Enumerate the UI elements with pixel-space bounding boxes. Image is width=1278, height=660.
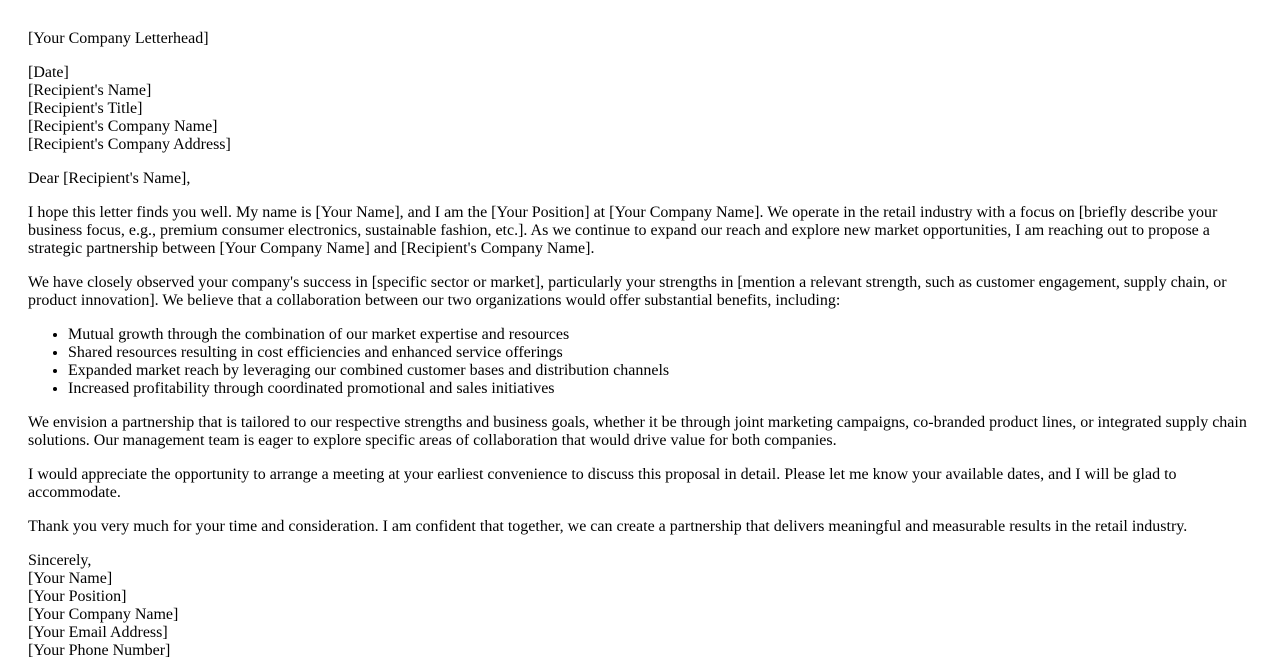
vision-paragraph: We envision a partnership that is tailored to our respective strengths and business goals, whether it be through joint marketing campaigns, co-branded product lines, or integrated supply chain solutions. Our management team is eager to explore specific areas of collaboration that would drive value for both companies.	[28, 414, 1247, 449]
sender-name-line: [Your Name]	[28, 570, 113, 587]
sender-phone-line: [Your Phone Number]	[28, 642, 171, 659]
benefits-intro-paragraph: We have closely observed your company's success in [specific sector or market], particularly your strengths in [mention a relevant strength, such as customer engagement, supply chain, or product innovation]. We believe that a collaboration between our two organizations would offer substantial benefits, including:	[28, 274, 1227, 309]
letterhead: [Your Company Letterhead]	[28, 30, 209, 47]
recipient-block	[28, 64, 1250, 154]
meeting-request-paragraph: I would appreciate the opportunity to arrange a meeting at your earliest convenience to discuss this proposal in detail. Please let me know your available dates, and I will be glad to accommodate.	[28, 466, 1177, 501]
sender-email-line: [Your Email Address]	[28, 624, 168, 641]
recipient-name-line: [Recipient's Name]	[28, 82, 152, 99]
closing-line: Sincerely,	[28, 552, 92, 569]
sender-company-line: [Your Company Name]	[28, 606, 179, 623]
thank-you-paragraph: Thank you very much for your time and consideration. I am confident that together, we can create a partnership that delivers meaningful and measurable results in the retail industry.	[28, 518, 1188, 535]
recipient-title-line: [Recipient's Title]	[28, 100, 143, 117]
list-item: • Mutual growth through the combination of our market expertise and resources	[68, 326, 1250, 344]
sender-position-line: [Your Position]	[28, 588, 127, 605]
list-item: • Increased profitability through coordinated promotional and sales initiatives	[68, 380, 1250, 398]
intro-paragraph: I hope this letter finds you well. My name is [Your Name], and I am the [Your Position] at [Your Company Name]. We operate in the retail industry with a focus on [briefly describe your business focus, e.g., premium consumer electronics, sustainable fashion, etc.]. As we continue to expand our reach and explore new market opportunities, I am reaching out to propose a strategic partnership between [Your Company Name] and [Recipient's Company Name].	[28, 204, 1218, 257]
salutation: Dear [Recipient's Name],	[28, 170, 191, 187]
list-item: • Shared resources resulting in cost efficiencies and enhanced service offerings	[68, 344, 1250, 362]
benefits-list	[28, 326, 1250, 398]
date-line: [Date]	[28, 64, 69, 81]
list-item: • Expanded market reach by leveraging our combined customer bases and distribution channels	[68, 362, 1250, 380]
recipient-company-address-line: [Recipient's Company Address]	[28, 136, 231, 153]
recipient-company-name-line: [Recipient's Company Name]	[28, 118, 218, 135]
signature-block	[28, 552, 1250, 660]
